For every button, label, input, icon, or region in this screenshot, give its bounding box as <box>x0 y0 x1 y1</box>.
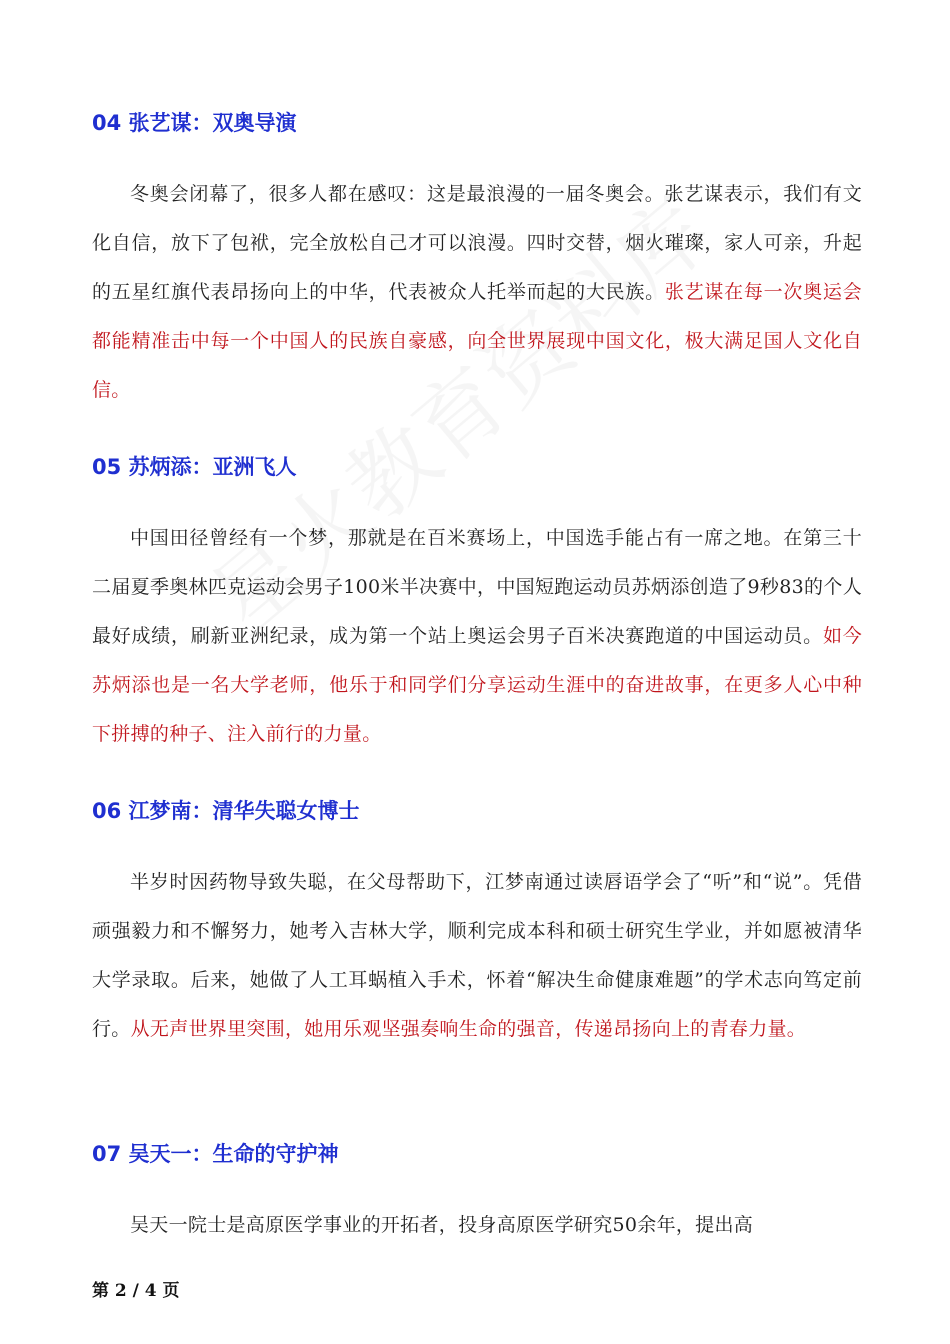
highlight-text: 张艺谋在每一次奥运会都能精准击中每一个中国人的民族自豪感，向全世界展现中国文化，极大满足国人文化自信。 <box>92 281 862 401</box>
highlight-text: 从无声世界里突围，她用乐观坚强奏响生命的强音，传递昂扬向上的青春力量。 <box>130 1018 807 1040</box>
section-paragraph-07 <box>92 1201 862 1250</box>
section-paragraph-05 <box>92 514 862 759</box>
section-heading-06: 06 江梦南：清华失聪女博士 <box>92 799 360 823</box>
section-heading-07: 07 吴天一：生命的守护神 <box>92 1142 339 1166</box>
highlight-text: 如今苏炳添也是一名大学老师，他乐于和同学们分享运动生涯中的奋进故事，在更多人心中种下拼搏的种子、注入前行的力量。 <box>92 625 862 745</box>
paragraph-text: 冬奥会闭幕了，很多人都在感叹：这是最浪漫的一届冬奥会。张艺谋表示，我们有文化自信，放下了包袱，完全放松自己才可以浪漫。四时交替，烟火璀璨，家人可亲，升起的五星红旗代表昂扬向上的中华，代表被众人托举而起的大民族。 <box>92 183 862 303</box>
section-paragraph-04 <box>92 170 862 415</box>
paragraph-text: 半岁时因药物导致失聪，在父母帮助下，江梦南通过读唇语学会了“听”和“说”。凭借顽强毅力和不懈努力，她考入吉林大学，顺利完成本科和硕士研究生学业，并如愿被清华大学录取。后来，她做了人工耳蜗植入手术，怀着“解决生命健康难题”的学术志向笃定前行。 <box>92 871 862 1040</box>
section-paragraph-06 <box>92 858 862 1054</box>
section-heading-05: 05 苏炳添：亚洲飞人 <box>92 455 297 479</box>
paragraph-text: 吴天一院士是高原医学事业的开拓者，投身高原医学研究50余年，提出高 <box>130 1214 754 1236</box>
section-heading-04: 04 张艺谋：双奥导演 <box>92 111 297 135</box>
paragraph-text: 中国田径曾经有一个梦，那就是在百米赛场上，中国选手能占有一席之地。在第三十二届夏季奥林匹克运动会男子100米半决赛中，中国短跑运动员苏炳添创造了9秒83的个人最好成绩，刷新亚洲纪录，成为第一个站上奥运会男子百米决赛跑道的中国运动员。 <box>92 527 862 647</box>
page-number: 第 2 / 4 页 <box>92 1281 180 1301</box>
